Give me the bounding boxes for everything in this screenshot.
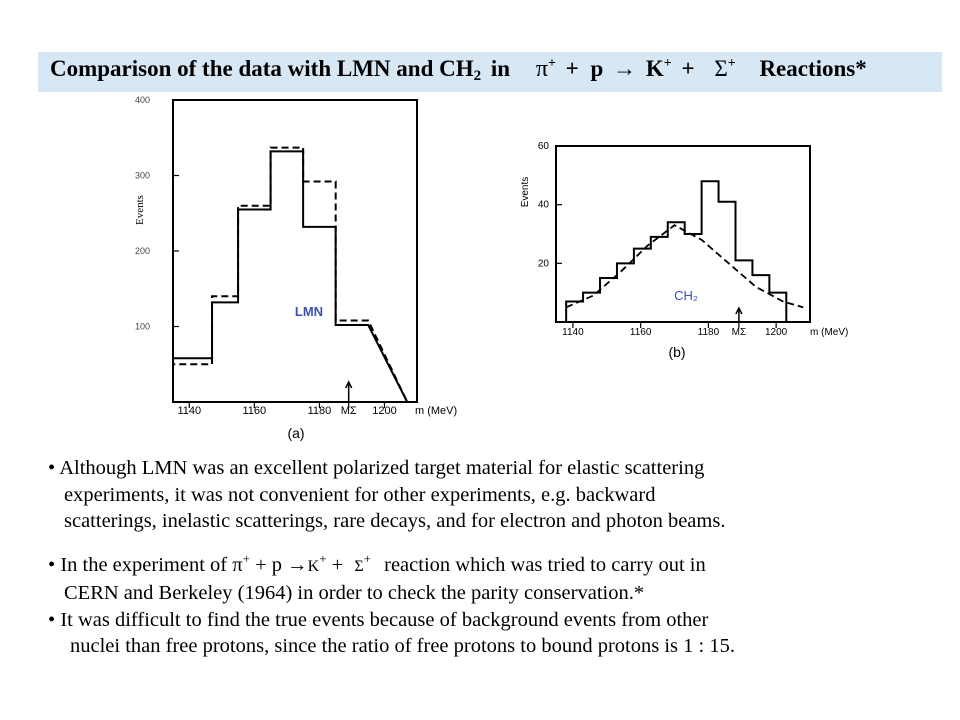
bullet-2-pre: In the experiment of [60, 553, 228, 576]
title-plus1: + [565, 56, 579, 81]
bullet-3-line-2: nuclei than free protons, since the ratio of free protons to bound protons is 1 : 15. [70, 635, 735, 657]
bullet-2-pi: π [232, 553, 243, 576]
bullet-2-K: K [307, 557, 320, 575]
bullet-1-line-3: scatterings, inelastic scatterings, rare decays, and for electron and photon beams. [64, 510, 726, 532]
y-tick-label: 100 [134, 321, 150, 332]
title-pi: π [535, 56, 548, 82]
x-tick-label: 1200 [765, 327, 788, 338]
bullet-1-line-1: Although LMN was an excellent polarized target material for elastic scattering [59, 457, 705, 479]
bullet-3-line-1: It was difficult to find the true events because of background events from other [60, 608, 709, 631]
x-tick-label: 1180 [307, 405, 332, 417]
title-sigma-charge: + [727, 56, 736, 71]
title-K-charge: + [663, 56, 672, 71]
title-sigma: Σ [714, 56, 728, 81]
title-suffix: Reactions* [759, 56, 867, 81]
x-tick-label: 1160 [629, 327, 652, 338]
x-tick-label: 1140 [177, 405, 202, 417]
title-pi-charge: + [547, 56, 556, 71]
title-sub2: 2 [473, 68, 482, 84]
series-label: LMN [294, 304, 324, 319]
plot-frame [173, 100, 417, 402]
bullet-2-mid: + p → [255, 553, 308, 576]
bullet-3 [48, 607, 948, 634]
histogram-calculation [173, 148, 407, 402]
y-tick-label: 400 [134, 95, 150, 105]
panel-label: (b) [668, 344, 686, 360]
title-in: in [490, 56, 511, 81]
bullet-2-pi-charge: + [242, 550, 250, 566]
bullet-marker: • [48, 457, 56, 479]
x-tick-label: MΣ [731, 327, 747, 338]
y-tick-label: 300 [134, 170, 150, 181]
title-prefix: Comparison of the data with LMN and CH [50, 56, 474, 81]
bullet-1 [48, 455, 948, 482]
y-tick-label: 40 [537, 199, 549, 211]
x-tick-label: 1140 [562, 327, 584, 338]
y-tick-label: 20 [537, 258, 549, 270]
bullet-1-line-2: experiments, it was not convenient for other experiments, e.g. backward [64, 483, 656, 506]
x-tick-label: 1180 [697, 327, 720, 338]
x-tick-label: MΣ [340, 405, 357, 417]
chart-lmn [134, 95, 457, 441]
x-axis-label: m (MeV) [415, 405, 458, 417]
y-axis-label: Events [520, 176, 531, 208]
panel-label: (a) [287, 425, 305, 441]
bullet-2-line-2: CERN and Berkeley (1964) in order to check the parity conservation.* [64, 582, 645, 604]
title-arrow: → [613, 56, 637, 81]
y-axis-label: Events [134, 195, 146, 225]
title-p: p [590, 56, 604, 81]
bullet-2 [48, 546, 948, 581]
x-tick-label: 1200 [372, 405, 397, 417]
bullet-2-sigma-charge: + [363, 550, 371, 566]
chart-ch2 [520, 141, 848, 360]
bullet-2-post: reaction which was tried to carry out in [384, 553, 706, 576]
bullet-2-plus: + [331, 553, 344, 576]
bullet-list [48, 455, 948, 660]
bullet-marker: • [48, 553, 56, 576]
bullet-marker: • [48, 608, 56, 631]
x-tick-label: 1160 [242, 405, 267, 417]
title-K: K [645, 56, 664, 81]
series-label: CH₂ [674, 288, 698, 303]
bullet-2-sigma: Σ [354, 557, 364, 575]
y-tick-label: 60 [537, 141, 549, 152]
y-tick-label: 200 [134, 246, 150, 256]
x-axis-label: m (MeV) [810, 327, 849, 338]
bullet-2-K-charge: + [319, 550, 327, 566]
title-plus2: + [681, 56, 695, 81]
